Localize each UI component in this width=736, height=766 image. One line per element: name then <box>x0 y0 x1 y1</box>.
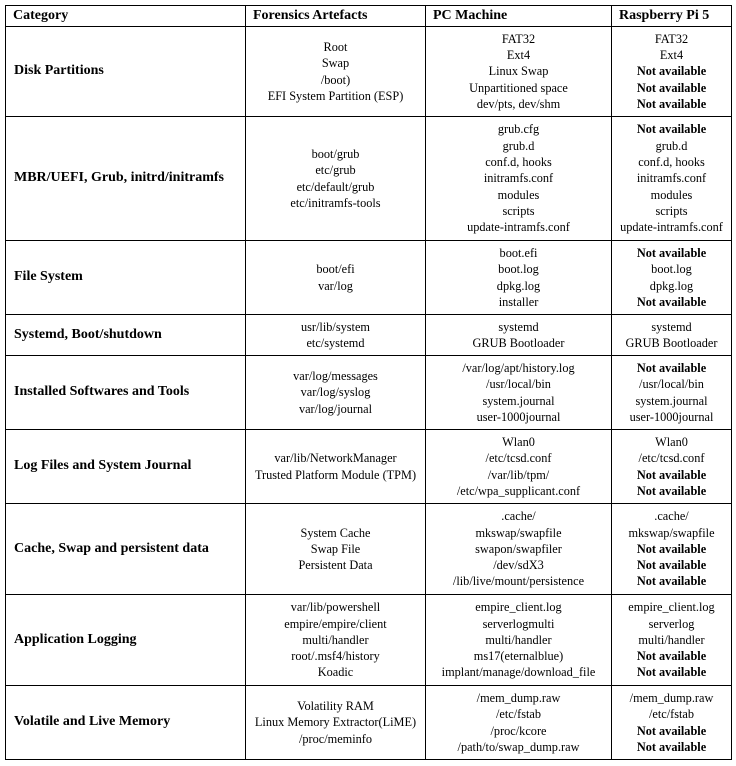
pi-item: mkswap/swapfile <box>628 525 715 540</box>
pc-item: user-1000journal <box>476 409 561 424</box>
pc-item: dpkg.log <box>496 278 541 293</box>
pi-item: FAT32 <box>654 31 689 46</box>
pi-item: serverlog <box>648 616 695 631</box>
pc-machine-cell <box>426 27 612 117</box>
raspberry-pi-cell <box>612 356 732 430</box>
pc-machine-cell <box>426 241 612 315</box>
pc-item: /mem_dump.raw <box>476 690 561 705</box>
pc-machine-cell <box>426 117 612 241</box>
pc-item: /var/log/apt/history.log <box>462 360 575 375</box>
pc-item: boot.efi <box>499 245 538 260</box>
pi-item: GRUB Bootloader <box>625 336 718 350</box>
pc-item: ms17(eternalblue) <box>473 649 564 664</box>
header-category: Category <box>6 6 246 27</box>
pi-item: Not available <box>636 294 707 309</box>
artefact-item: root/.msf4/history <box>291 649 380 664</box>
table-row <box>6 430 732 504</box>
raspberry-pi-cell <box>612 686 732 760</box>
artefact-item: Volatility RAM <box>297 699 374 714</box>
table-row <box>6 315 732 356</box>
pi-item: boot.log <box>651 262 692 277</box>
pc-item: system.journal <box>482 393 555 408</box>
artefact-item: var/log <box>318 278 353 293</box>
pc-item: grub.d <box>502 138 535 153</box>
pc-item: .cache/ <box>501 509 536 524</box>
artefact-item: var/lib/powershell <box>290 600 381 615</box>
raspberry-pi-cell <box>612 117 732 241</box>
pi-item: conf.d, hooks <box>638 155 705 170</box>
pc-item: Linux Swap <box>488 64 549 79</box>
pi-item: Ext4 <box>659 48 684 63</box>
pc-item: initramfs.conf <box>483 171 554 186</box>
pi-item: Not available <box>636 723 707 738</box>
raspberry-pi-cell <box>612 595 732 686</box>
pc-item: serverlogmulti <box>482 616 555 631</box>
artefact-item: var/log/journal <box>298 401 373 416</box>
pi-item: multi/handler <box>638 632 705 647</box>
artefacts-cell <box>246 595 426 686</box>
artefacts-cell <box>246 686 426 760</box>
table-row <box>6 117 732 241</box>
pi-item: Not available <box>636 96 707 111</box>
pc-item: conf.d, hooks <box>485 155 552 170</box>
pc-item: systemd <box>498 319 539 334</box>
pi-item: modules <box>650 187 693 202</box>
header-pc-machine: PC Machine <box>426 6 612 27</box>
artefacts-cell <box>246 356 426 430</box>
category-cell: Volatile and Live Memory <box>6 686 246 760</box>
raspberry-pi-cell <box>612 430 732 504</box>
artefact-item: var/log/syslog <box>300 385 371 400</box>
pi-item: Not available <box>636 649 707 664</box>
pc-item: scripts <box>502 203 535 218</box>
pi-item: scripts <box>655 203 688 218</box>
category-cell: Application Logging <box>6 595 246 686</box>
artefact-item: Swap File <box>310 541 361 556</box>
table-row <box>6 27 732 117</box>
pc-machine-cell <box>426 504 612 595</box>
pi-item: /etc/fstab <box>648 707 695 722</box>
pc-item: modules <box>497 187 540 202</box>
artefact-item: Trusted Platform Module (TPM) <box>254 467 417 482</box>
table-row <box>6 686 732 760</box>
pc-item: dev/pts, dev/shm <box>476 96 561 111</box>
pc-item: Unpartitioned space <box>469 80 568 95</box>
category-cell: Disk Partitions <box>6 27 246 117</box>
pi-item: Not available <box>636 80 707 95</box>
pi-item: Not available <box>636 574 707 589</box>
pc-item: boot.log <box>498 262 539 277</box>
artefact-item: usr/lib/system <box>300 319 370 334</box>
artefact-item: EFI System Partition (ESP) <box>267 88 404 103</box>
artefact-item: boot/grub <box>311 146 360 161</box>
pc-item: /path/to/swap_dump.raw <box>457 739 580 754</box>
table-row <box>6 356 732 430</box>
pc-item: update-intramfs.conf <box>467 220 570 235</box>
pc-machine-cell <box>426 315 612 356</box>
artefact-item: Linux Memory Extractor(LiME) <box>254 715 417 730</box>
table-row <box>6 241 732 315</box>
table-body <box>6 27 732 760</box>
artefact-item: etc/systemd <box>306 336 365 350</box>
pi-item: systemd <box>651 319 692 334</box>
pc-item: installer <box>498 294 539 309</box>
header-row <box>6 6 732 27</box>
artefacts-cell <box>246 27 426 117</box>
pc-item: /usr/local/bin <box>486 377 551 392</box>
pi-item: Wlan0 <box>655 434 688 449</box>
artefacts-cell <box>246 430 426 504</box>
pi-item: empire_client.log <box>628 600 715 615</box>
pc-item: mkswap/swapfile <box>475 525 562 540</box>
pi-item: /mem_dump.raw <box>629 690 714 705</box>
artefact-item: Koadic <box>317 665 354 680</box>
category-cell: Installed Softwares and Tools <box>6 356 246 430</box>
pi-item: Not available <box>636 467 707 482</box>
pi-item: user-1000journal <box>629 409 714 424</box>
artefact-item: multi/handler <box>302 632 369 647</box>
pi-item: Not available <box>636 360 707 375</box>
pi-item: Not available <box>636 541 707 556</box>
pc-item: GRUB Bootloader <box>472 336 565 350</box>
pc-machine-cell <box>426 595 612 686</box>
pc-item: /etc/fstab <box>495 707 542 722</box>
pc-item: swapon/swapfiler <box>475 541 562 556</box>
pc-item: /etc/wpa_supplicant.conf <box>456 483 581 498</box>
pc-item: implant/manage/download_file <box>441 665 596 680</box>
raspberry-pi-cell <box>612 241 732 315</box>
pc-item: /dev/sdX3 <box>493 558 544 573</box>
pi-item: /etc/tcsd.conf <box>638 451 705 466</box>
category-cell: File System <box>6 241 246 315</box>
artefact-item: System Cache <box>300 525 371 540</box>
pi-item: Not available <box>636 64 707 79</box>
pc-item: /proc/kcore <box>490 723 547 738</box>
artefact-item: etc/default/grub <box>296 179 375 194</box>
raspberry-pi-cell <box>612 315 732 356</box>
pi-item: dpkg.log <box>649 278 694 293</box>
pc-item: FAT32 <box>501 31 536 46</box>
pi-item: Not available <box>636 122 707 137</box>
pc-item: grub.cfg <box>497 122 540 137</box>
category-cell: Cache, Swap and persistent data <box>6 504 246 595</box>
artefacts-cell <box>246 117 426 241</box>
pi-item: update-intramfs.conf <box>620 220 723 235</box>
pi-item: system.journal <box>635 393 708 408</box>
artefact-item: etc/grub <box>315 163 356 178</box>
pc-item: /etc/tcsd.conf <box>485 451 552 466</box>
raspberry-pi-cell <box>612 27 732 117</box>
pc-item: Wlan0 <box>502 434 535 449</box>
artefacts-cell <box>246 315 426 356</box>
artefact-item: etc/initramfs-tools <box>290 195 381 210</box>
pc-item: /var/lib/tpm/ <box>487 467 550 482</box>
artefact-item: Swap <box>321 56 350 71</box>
pi-item: Not available <box>636 483 707 498</box>
pc-item: multi/handler <box>485 632 552 647</box>
artefacts-cell <box>246 241 426 315</box>
pi-item: .cache/ <box>654 509 689 524</box>
artefact-item: /boot) <box>320 72 351 87</box>
pc-item: Ext4 <box>506 48 531 63</box>
pc-machine-cell <box>426 686 612 760</box>
artefacts-cell <box>246 504 426 595</box>
pc-item: empire_client.log <box>475 600 562 615</box>
table-row <box>6 595 732 686</box>
pi-item: /usr/local/bin <box>639 377 704 392</box>
pi-item: Not available <box>636 739 707 754</box>
category-cell: MBR/UEFI, Grub, initrd/initramfs <box>6 117 246 241</box>
forensics-artefacts-table <box>5 5 732 760</box>
pc-item: /lib/live/mount/persistence <box>452 574 585 589</box>
table-row <box>6 504 732 595</box>
artefact-item: boot/efi <box>316 262 355 277</box>
artefact-item: empire/empire/client <box>284 616 387 631</box>
pi-item: Not available <box>636 245 707 260</box>
category-cell: Log Files and System Journal <box>6 430 246 504</box>
header-raspberry-pi-5: Raspberry Pi 5 <box>612 6 732 27</box>
artefact-item: Persistent Data <box>298 558 373 573</box>
artefact-item: /proc/meminfo <box>298 731 373 746</box>
pi-item: initramfs.conf <box>636 171 707 186</box>
pc-machine-cell <box>426 430 612 504</box>
pi-item: grub.d <box>655 138 688 153</box>
pi-item: Not available <box>636 665 707 680</box>
pi-item: Not available <box>636 558 707 573</box>
artefact-item: var/lib/NetworkManager <box>274 451 397 466</box>
category-cell: Systemd, Boot/shutdown <box>6 315 246 356</box>
pc-machine-cell <box>426 356 612 430</box>
artefact-item: Root <box>323 39 348 54</box>
header-forensics-artefacts: Forensics Artefacts <box>246 6 426 27</box>
artefact-item: var/log/messages <box>293 369 378 384</box>
raspberry-pi-cell <box>612 504 732 595</box>
